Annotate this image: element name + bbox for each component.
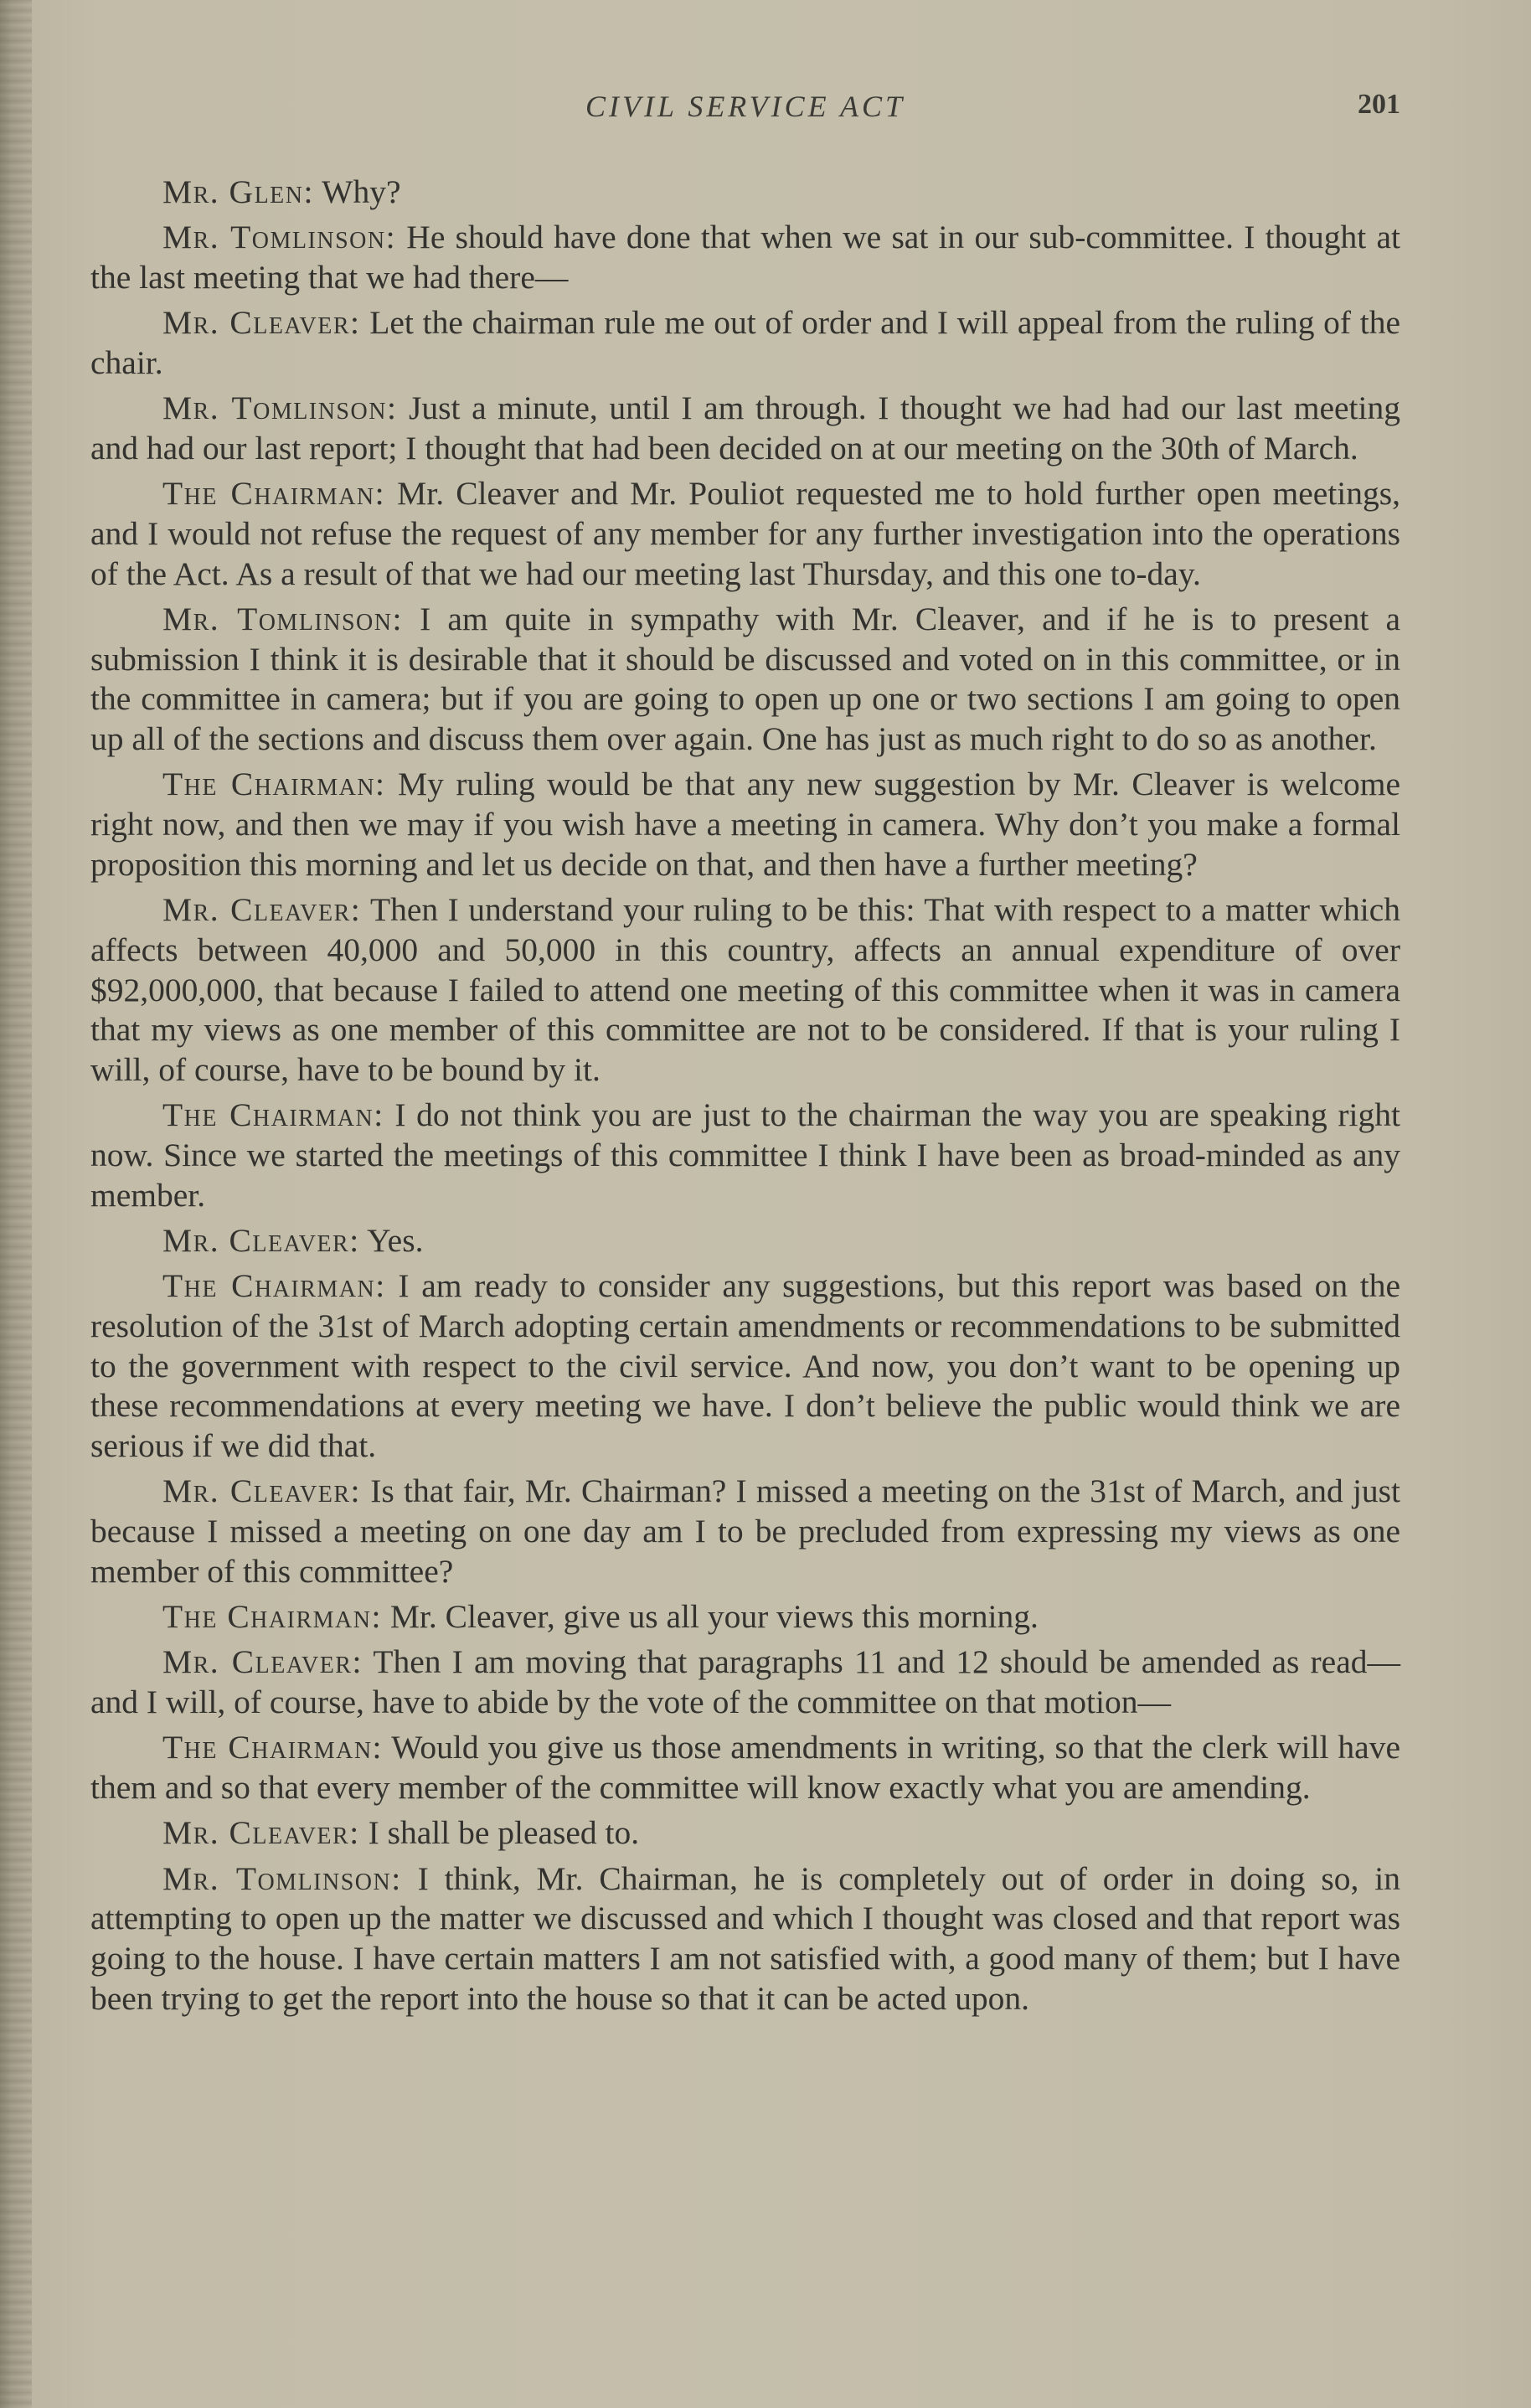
speech-text: I think, Mr. Chairman, he is completely out of order in doing so, in attempting to open up the matter we discussed and which I thought was closed and that report was going to the house. I have certain matters I am not satisfied with, a good many of them; but I have been trying to get the report into the house so that it can be acted upon.	[90, 1859, 1400, 2017]
transcript-paragraph	[90, 890, 1400, 1091]
speech-text: Is that fair, Mr. Chairman? I missed a meeting on the 31st of March, and just because I missed a meeting on one day am I to be precluded from expressing my views as one member of this committee?	[90, 1472, 1401, 1590]
transcript-paragraph	[90, 1642, 1400, 1722]
transcript-paragraph	[90, 173, 1400, 213]
speech-text: Then I understand your ruling to be this: That with respect to a matter which affects between 40,000 and 50,000 in this country, affects an annual expenditure of over $92,000,000, that because I failed to attend one meeting of this committee when it was in camera that my views as one member of this committee are not to be considered. If that is your ruling I will, of course, have to be bound by it.	[90, 891, 1401, 1088]
transcript-paragraph	[90, 1728, 1400, 1807]
speaker-name: The Chairman:	[162, 1598, 382, 1636]
speaker-name: The Chairman:	[162, 766, 386, 803]
speech-text: I am ready to consider any suggestions, but this report was based on the resolution of the 31st of March adopting certain amendments or recommendations to be submitted to the government with respect to the civil service. And now, you don’t want to be opening up these recommendations at every meeting we have. I don’t believe the public would think we are serious if we did that.	[90, 1267, 1400, 1465]
book-spine-shadow	[0, 0, 32, 2408]
speaker-name: Mr. Tomlinson:	[162, 601, 403, 637]
transcript-paragraph	[90, 474, 1400, 594]
transcript-paragraph	[90, 1813, 1400, 1854]
speaker-name: Mr. Glen:	[162, 173, 314, 210]
speech-text: Mr. Cleaver and Mr. Pouliot requested me to hold further open meetings, and I would not refuse the request of any member for any further investigation into the operations of the Act. As a result of that we had our meeting last Thursday, and this one to-day.	[90, 475, 1400, 592]
speech-text: Mr. Cleaver, give us all your views this morning.	[389, 1598, 1039, 1636]
speaker-name: Mr. Cleaver:	[162, 304, 361, 342]
transcript-paragraph	[90, 765, 1400, 884]
speaker-name: Mr. Cleaver:	[162, 1643, 363, 1681]
speaker-name: The Chairman:	[162, 1096, 384, 1134]
speaker-name: Mr. Cleaver:	[162, 1814, 360, 1852]
speech-text: Then I am moving that paragraphs 11 and 12 should be amended as read—and I will, of course, have to abide by the vote of the committee on that motion—	[90, 1643, 1400, 1721]
speaker-name: Mr. Cleaver:	[162, 1221, 360, 1259]
speaker-name: Mr. Cleaver:	[162, 1472, 362, 1510]
transcript-paragraph	[90, 1266, 1400, 1467]
page-number: 201	[1358, 89, 1400, 120]
speech-text: I do not think you are just to the chairman the way you are speaking right now. Since we started the meetings of this committee I think I have been as broad-minded as any member.	[90, 1096, 1400, 1214]
speech-text: Why?	[322, 173, 401, 210]
transcript-paragraph	[90, 600, 1400, 760]
transcript-paragraph	[90, 389, 1400, 468]
speech-text: My ruling would be that any new suggestion by Mr. Cleaver is welcome right now, and then we may if you wish have a meeting in camera. Why don’t you make a formal proposition this morning and let us decide on that, and then have a further meeting?	[90, 766, 1400, 883]
speech-text: I shall be pleased to.	[368, 1814, 640, 1852]
speaker-name: Mr. Cleaver:	[162, 891, 362, 929]
speaker-name: The Chairman:	[162, 1729, 384, 1766]
page-header	[90, 89, 1400, 136]
transcript-paragraph	[90, 303, 1400, 383]
speech-text: He should have done that when we sat in our sub-committee. I thought at the last meeting that we had there—	[90, 219, 1400, 296]
transcript-paragraph	[90, 1096, 1400, 1215]
speech-text: Let the chairman rule me out of order and I will appeal from the ruling of the chair.	[90, 304, 1401, 381]
transcript-body	[90, 173, 1400, 2024]
transcript-paragraph	[90, 1859, 1400, 2019]
transcript-paragraph	[90, 1472, 1400, 1591]
speaker-name: The Chairman:	[162, 1267, 386, 1305]
speaker-name: The Chairman:	[162, 475, 386, 513]
speech-text: Just a minute, until I am through. I thought we had had our last meeting and had our last report; I thought that had been decided on at our meeting on the 30th of March.	[90, 389, 1401, 467]
transcript-paragraph	[90, 1221, 1400, 1261]
speech-text: Would you give us those amendments in writing, so that the clerk will have them and so that every member of the committee will know exactly what you are amending.	[90, 1729, 1400, 1807]
running-head-title: CIVIL SERVICE ACT	[585, 90, 906, 123]
speech-text: Yes.	[367, 1221, 424, 1259]
speaker-name: Mr. Tomlinson:	[162, 219, 397, 256]
speaker-name: Mr. Tomlinson:	[162, 389, 398, 427]
transcript-paragraph	[90, 1597, 1400, 1637]
speaker-name: Mr. Tomlinson:	[162, 1859, 402, 1897]
speech-text: I am quite in sympathy with Mr. Cleaver, and if he is to present a submission I think it is desirable that it should be discussed and voted on in this committee, or in the committee in camera; but if you are going to open up one or two sections I am going to open up all of the sections and discuss them over again. One has just as much right to do so as another.	[90, 601, 1401, 758]
transcript-paragraph	[90, 218, 1400, 297]
